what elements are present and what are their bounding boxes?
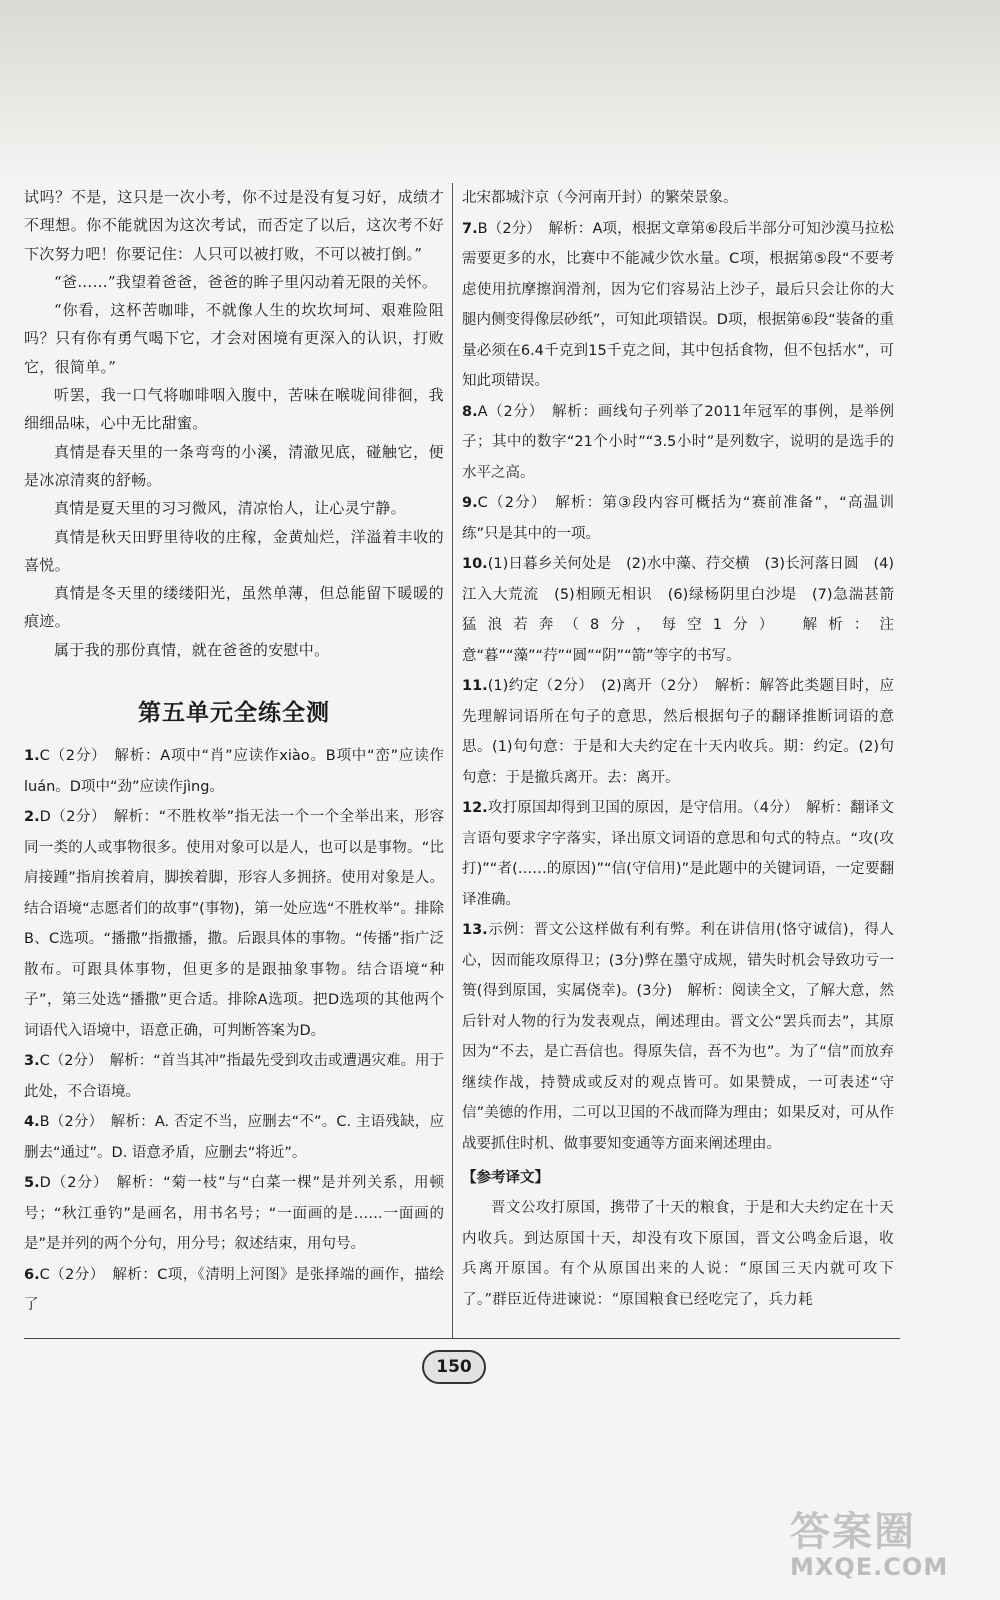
- answer-item: [462, 671, 894, 793]
- answer-item: [24, 1107, 444, 1168]
- answer-number: 3.: [24, 1053, 40, 1070]
- unit-title: 第五单元全练全测: [138, 700, 330, 727]
- answer-number: 13.: [462, 922, 488, 938]
- scan-shadow: [0, 0, 1000, 180]
- answer-item: [462, 214, 894, 397]
- right-column: [462, 183, 909, 1315]
- answer-item: [462, 183, 894, 214]
- reference-translation: [462, 1193, 894, 1315]
- answer-text: D（2分） 解析：“不胜枚举”指无法一个一个全举出来，形容同一类的人或事物很多。使用对象可以是人，也可以是事物。“比肩接踵”指肩挨着肩，脚挨着脚，形容人多拥挤。使用对象是人。结合语境“志愿者们的故事”(事物)，第一处应选“不胜枚举”。排除B、C选项。“播撒”指撒播，撒。后跟具体的事物。“传播”指广泛散布。可跟具体事物，但更多的是跟抽象事物。结合语境“种子”，第三处选“播撒”更合适。排除A选项。把D选项的其他两个词语代入语境中，语意正确，可判断答案为D。: [24, 809, 444, 1039]
- answer-number: 8.: [462, 403, 478, 420]
- essay-section: [24, 183, 444, 664]
- answer-number: 5.: [24, 1175, 40, 1192]
- answer-number: 12.: [462, 800, 488, 816]
- answer-number: 10.: [462, 556, 488, 572]
- answer-list-left: [24, 741, 444, 1321]
- answer-text: 示例：晋文公这样做有利有弊。利在讲信用(恪守诚信)，得人心，因而能攻原得卫；(3分)弊在墨守成规，错失时机会导致功亏一篑(得到原国，实属侥幸)。(3分) 解析：阅读全文，了解大意，然后针对人物的行为发表观点，阐述理由。晋文公“罢兵而去”，其原因为“不去，是亡吾信也。得原失信，吾不为也”。为了“信”而放弃继续作战，持赞成或反对的观点皆可。如果赞成，一可表述“守信”美德的作用，二可以卫国的不战而降为理由；如果反对，可从作战要抓住时机、做事要知变通等方面来阐述理由。: [462, 922, 894, 1152]
- answer-text: C（2分） 解析：第③段内容可概括为“赛前准备”，“高温训练”只是其中的一项。: [462, 495, 894, 542]
- essay-paragraph: 属于我的那份真情，就在爸爸的安慰中。: [54, 640, 330, 659]
- answer-number: 1.: [24, 748, 40, 765]
- page-number: 150: [422, 1350, 486, 1384]
- answer-text: A（2分） 解析：画线句子列举了2011年冠军的事例，是举例子；其中的数字“21个小时”“3.5小时”是列数字，说明的是选手的水平之高。: [462, 403, 894, 481]
- watermark-en: MXQE.COM: [790, 1553, 949, 1581]
- answer-number: 11.: [462, 678, 488, 694]
- answer-number: 4.: [24, 1114, 40, 1131]
- answer-item: [24, 1168, 444, 1260]
- answer-text: B（2分） 解析：A. 否定不当，应删去“不”。C. 主语残缺，应删去“通过”。D. 语意矛盾，应删去“将近”。: [24, 1114, 444, 1161]
- reference-translation-label: 【参考译文】: [462, 1170, 549, 1186]
- answer-text: 攻打原国却得到卫国的原因，是守信用。（4分） 解析：翻译文言语句要求字字落实，译出原文词语的意思和句式的特点。“攻(攻打)”“者(……的原因)”“信(守信用)”是此题中的关键词语，一定要翻译准确。: [462, 800, 894, 908]
- watermark-cn: 答案圈: [790, 1509, 916, 1555]
- essay-paragraph: 真情是春天里的一条弯弯的小溪，清澈见底，碰触它，便是冰凉清爽的舒畅。: [24, 442, 444, 489]
- essay-paragraph: 真情是秋天田野里待收的庄稼，金黄灿烂，洋溢着丰收的喜悦。: [24, 527, 444, 574]
- answer-text: C（2分） 解析：A项中“肖”应读作xiào。B项中“峦”应读作luán。D项中“劲”应读作jìng。: [24, 748, 444, 795]
- answer-list-right: [462, 183, 909, 1159]
- answer-text: B（2分） 解析：A项，根据文章第⑥段后半部分可知沙漠马拉松需要更多的水，比赛中不能减少饮水量。C项，根据第⑤段“不要考虑使用抗摩擦润滑剂，因为它们容易沾上沙子，最后只会让你的大腿内侧变得像层砂纸”，可知此项错误。D项，根据第⑥段“装备的重量必须在6.4千克到15千克之间，其中包括食物，但不包括水”，可知此项错误。: [462, 220, 894, 389]
- answer-item: [24, 802, 444, 1046]
- answer-item: [462, 488, 894, 549]
- essay-paragraph: 真情是夏天里的习习微风，清凉怡人，让心灵宁静。: [54, 499, 406, 518]
- answer-text: (1)日暮乡关何处是 (2)水中藻、荇交横 (3)长河落日圆 (4)江入大荒流 (5)相顾无相识 (6)绿杨阴里白沙堤 (7)急湍甚箭 猛浪若奔（8分，每空1分） 解析：注意“暮”“藻”“荇”“圆”“阴”“箭”等字的书写。: [462, 556, 909, 664]
- answer-item: [462, 397, 894, 489]
- essay-paragraph: “你看，这杯苦咖啡，不就像人生的坎坎坷坷、艰难险阻吗？只有你有勇气喝下它，才会对困境有更深入的认识，打败它，很简单。”: [24, 301, 444, 376]
- essay-paragraph: 听罢，我一口气将咖啡咽入腹中，苦味在喉咙间徘徊，我细细品味，心中无比甜蜜。: [24, 386, 444, 433]
- answer-item: [462, 915, 894, 1159]
- answer-number: 9.: [462, 495, 478, 511]
- essay-paragraph: 真情是冬天里的缕缕阳光，虽然单薄，但总能留下暖暖的痕迹。: [24, 584, 444, 631]
- answer-text: 北宋都城汴京（今河南开封）的繁荣景象。: [462, 190, 738, 206]
- answer-number: 7.: [462, 220, 478, 237]
- translation-text: 晋文公攻打原国，携带了十天的粮食，于是和大夫约定在十天内收兵。到达原国十天，却没有攻下原国，晋文公鸣金后退，收兵离开原国。有个从原国出来的人说：“原国三天内就可攻下了。”群臣近侍进谏说：“原国粮食已经吃完了，兵力耗: [462, 1200, 894, 1308]
- answer-text: D（2分） 解析：“菊一枝”与“白菜一棵”是并列关系，用顿号；“秋江垂钓”是画名，用书名号；“一面画的是……一面画的是”是并列的两个分句，用分号；叙述结束，用句号。: [24, 1175, 444, 1253]
- answer-item: [24, 741, 444, 802]
- answer-item: [24, 1046, 444, 1107]
- essay-paragraph: 试吗？不是，这只是一次小考，你不过是没有复习好，成绩才不理想。你不能就因为这次考试，而否定了以后，这次考不好下次努力吧！你要记住：人只可以被打败，不可以被打倒。”: [24, 188, 444, 263]
- answer-text: (1)约定（2分） (2)离开（2分） 解析：解答此类题目时，应先理解词语所在句子的意思，然后根据句子的翻译推断词语的意思。(1)句句意：于是和大夫约定在十天内收兵。期：约定。(2)句句意：于是撤兵离开。去：离开。: [462, 678, 894, 786]
- answer-number: 2.: [24, 809, 40, 826]
- answer-text: C（2分） 解析：“首当其冲”指最先受到攻击或遭遇灾难。用于此处，不合语境。: [24, 1053, 444, 1100]
- column-divider: [452, 183, 453, 1338]
- answer-item: [24, 1260, 444, 1321]
- answer-text: C（2分） 解析：C项，《清明上河图》是张择端的画作，描绘了: [24, 1266, 444, 1314]
- answer-item: [462, 549, 909, 671]
- watermark: [790, 1500, 990, 1596]
- left-column: [24, 183, 444, 1321]
- answer-item: [462, 793, 894, 915]
- footer-rule: [24, 1338, 900, 1339]
- answer-number: 6.: [24, 1266, 40, 1283]
- essay-paragraph: “爸……”我望着爸爸，爸爸的眸子里闪动着无限的关怀。: [54, 272, 438, 291]
